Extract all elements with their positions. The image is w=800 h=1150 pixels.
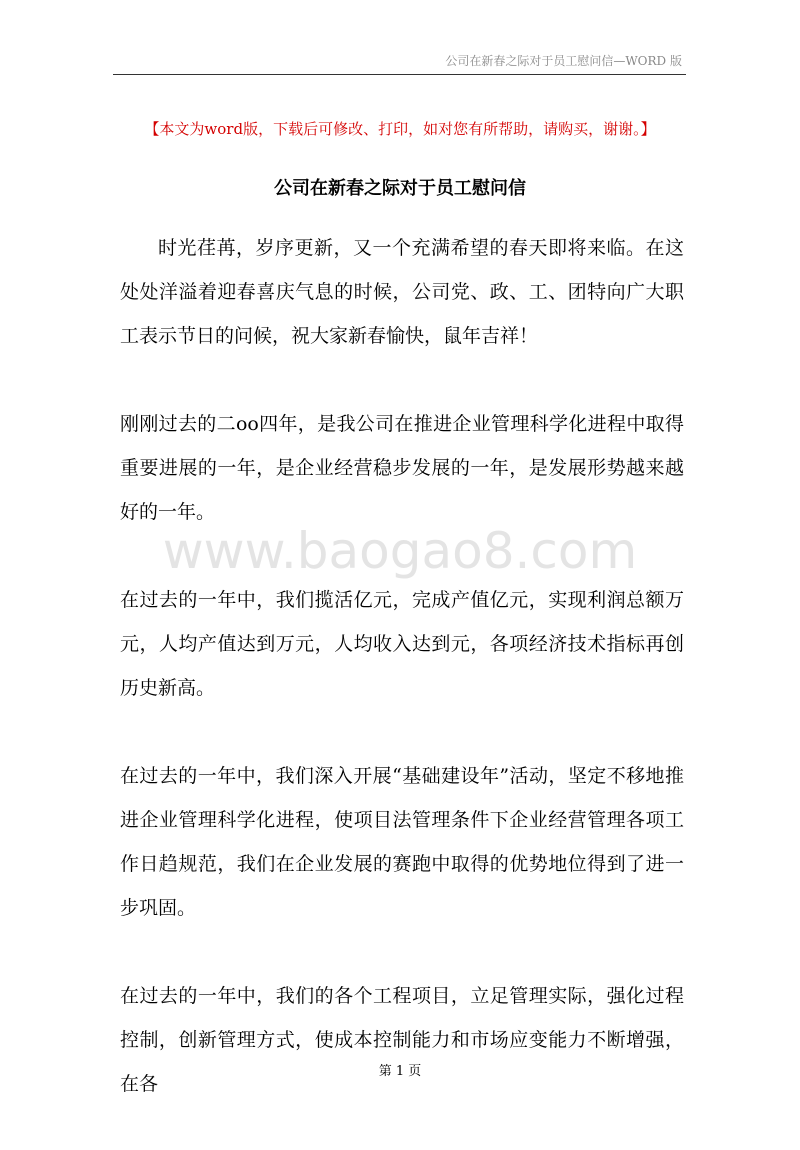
document-title: 公司在新春之际对于员工慰问信 [274,178,526,199]
download-notice: 【本文为word版，下载后可修改、打印，如对您有所帮助，请购买，谢谢。】 [144,120,656,138]
watermark: www.baogao8.com [162,522,638,580]
document-body [120,226,684,1150]
paragraph: 在过去的一年中，我们揽活亿元，完成产值亿元，实现利润总额万元，人均产值达到万元，人均收入达到元，各项经济技术指标再创历史新高。 [120,589,684,699]
paragraph: 刚刚过去的二oo四年，是我公司在推进企业管理科学化进程中取得重要进展的一年，是企业经营稳步发展的一年，是发展形势越来越好的一年。 [120,413,684,523]
header-divider [113,74,686,75]
page-number: 第 1 页 [378,1064,422,1079]
paragraph: 时光荏苒，岁序更新，又一个充满希望的春天即将来临。在这处处洋溢着迎春喜庆气息的时候，公司党、政、工、团特向广大职工表示节日的问候，祝大家新春愉快，鼠年吉祥！ [120,237,684,347]
paragraph: 在过去的一年中，我们深入开展“基础建设年”活动，坚定不移地推进企业管理科学化进程，使项目法管理条件下企业经营管理各项工作日趋规范，我们在企业发展的赛跑中取得的优势地位得到了进一步巩固。 [120,765,684,919]
page-header-text: 公司在新春之际对于员工慰问信—WORD 版 [445,54,682,68]
paragraph: 在过去的一年中，我们的各个工程项目，立足管理实际，强化过程控制，创新管理方式，使成本控制能力和市场应变能力不断增强，在各 [120,985,684,1095]
